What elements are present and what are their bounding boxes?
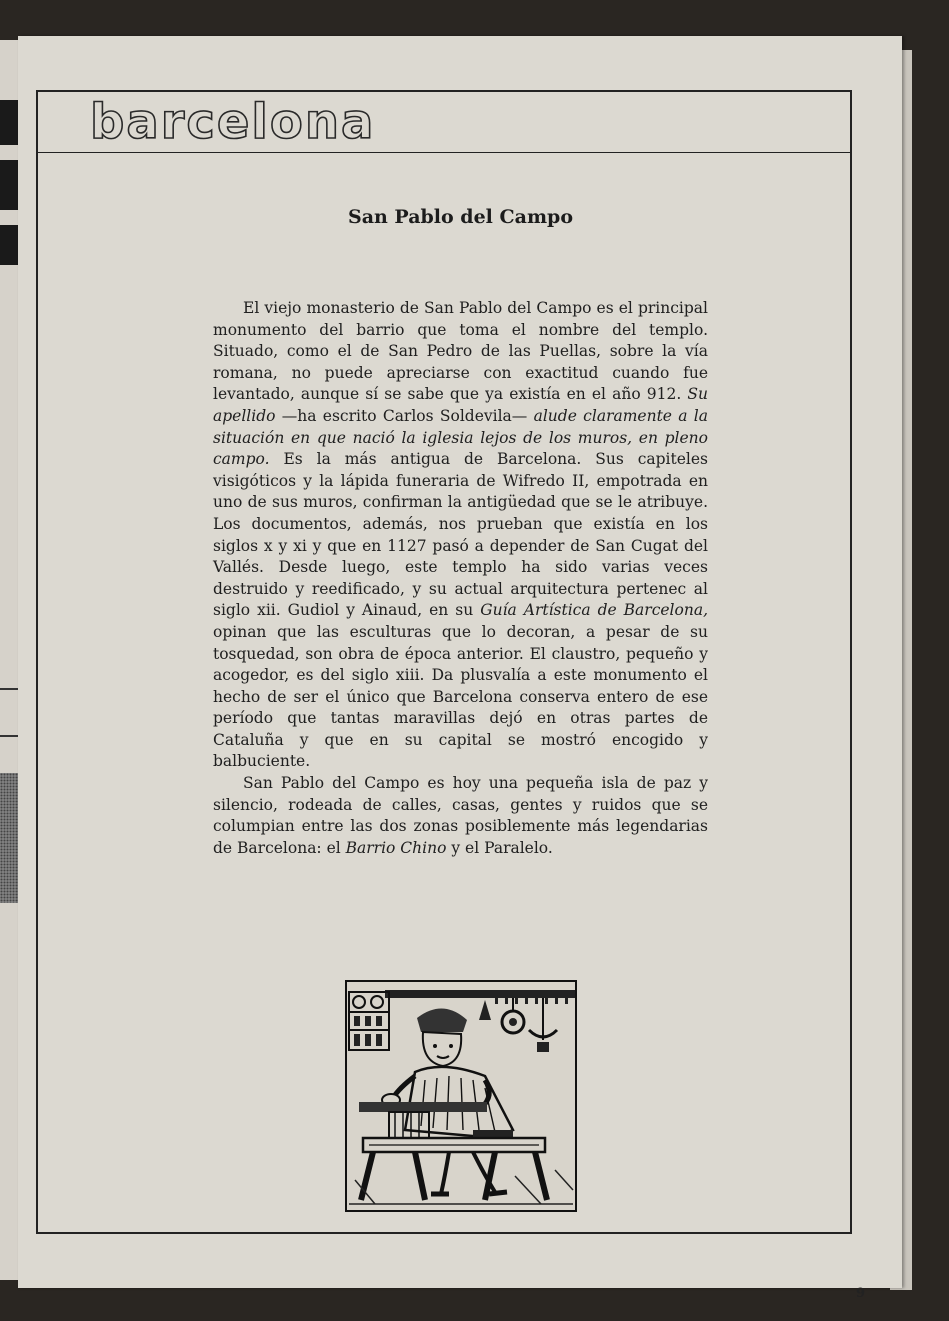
previous-page-rule	[0, 735, 20, 737]
text-run: opinan que las esculturas que lo decoran, a pesar de su tosquedad, son obra de época anterior. El claustro, pequeño y acogedor, es del siglo xiii. Da plusvalía a este monumento el hecho de ser el único que Barcelona conserva entero de ese período que tantas maravillas dejó en otras partes de Cataluña y que en su capital se mostró encogido y balbuciente.	[213, 622, 708, 771]
section-title: barcelona	[90, 94, 376, 150]
text-run: San Pablo del Campo es hoy una pequeña isla de paz y silencio, rodeada de calles, casas, gentes y ruidos que se columpian entre las dos zonas posiblemente más legendarias de Barcelona: el	[213, 774, 708, 857]
previous-page-bar	[0, 225, 18, 265]
italic-book-title: Guía Artística de Barcelona,	[480, 601, 709, 620]
woodcut-craftsman-illustration	[345, 980, 577, 1212]
article-body	[213, 298, 708, 859]
text-run: —ha escrito Carlos Soldevila—	[275, 406, 534, 425]
previous-page-bar	[0, 160, 18, 210]
paragraph-1	[213, 298, 708, 773]
paragraph-2	[213, 773, 708, 859]
magazine-page	[18, 36, 902, 1301]
previous-page-bar	[0, 100, 18, 145]
previous-page-halftone	[0, 773, 18, 903]
text-run: El viejo monasterio de San Pablo del Campo es el principal monumento del barrio que toma el nombre del templo. Situado, como el de San Pedro de las Puellas, sobre la vía romana, no puede apreciarse con exactitud cuando fue levantado, aunque sí se sabe que ya existía en el año 912.	[213, 299, 708, 404]
italic-run: Barrio Chino	[345, 838, 447, 857]
page-number: 9	[856, 1286, 866, 1301]
text-run: Es la más antigua de Barcelona. Sus capiteles visigóticos y la lápida funeraria de Wifredo II, empotrada en uno de sus muros, confirman la antigüedad que se le atribuye. Los documentos, además, nos prueban que existía en los siglos x y xi y que en 1127 pasó a depender de San Cugat del Vallés. Desde luego, este templo ha sido varias veces destruido y reedificado, y su actual arquitectura pertenec al siglo xii. Gudiol y Ainaud, en su	[213, 450, 708, 620]
text-run: y el Paralelo.	[446, 838, 553, 857]
section-header	[38, 92, 850, 153]
article-title: San Pablo del Campo	[347, 206, 574, 228]
previous-page-rule	[0, 688, 20, 690]
italic-run: Su apellido	[213, 385, 708, 425]
italic-quote: alude claramente a la situación en que nació la iglesia lejos de los muros, en pleno campo.	[213, 406, 709, 469]
